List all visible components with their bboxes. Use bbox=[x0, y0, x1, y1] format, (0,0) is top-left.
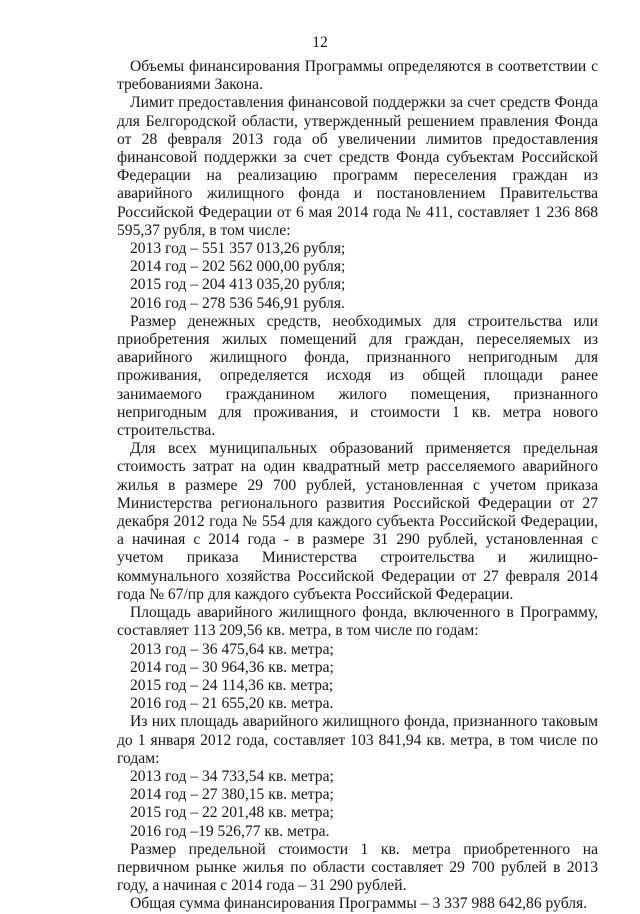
list-item: 2013 год – 34 733,54 кв. метра; bbox=[130, 767, 334, 785]
list-item: 2015 год – 24 114,36 кв. метра; bbox=[130, 676, 334, 694]
paragraph-funds-size: Размер денежных средств, необходимых для строительства или приобретения жилых помещений для граждан, переселяемых из аварийного жилищного фонда, признанного непригодным для проживания, определяется исходя из общей площади ранее занимаемого гражданином жилого помещения, признанного непригодным для проживания, и стоимости 1 кв. метра нового строительства. bbox=[117, 312, 598, 440]
list-item: 2015 год – 22 201,48 кв. метра; bbox=[130, 804, 334, 822]
list-item: 2016 год –19 526,77 кв. метра. bbox=[130, 822, 330, 840]
housing-before-2012-by-year-list bbox=[117, 768, 598, 841]
paragraph-total-funding: Общая сумма финансирования Программы – 3 337 988 642,86 рубля. bbox=[130, 895, 588, 913]
page-number: 12 bbox=[312, 34, 328, 51]
fund-limit-by-year-list bbox=[117, 240, 598, 313]
list-item: 2013 год – 36 475,64 кв. метра; bbox=[130, 640, 334, 658]
list-item: 2016 год – 278 536 546,91 рубля. bbox=[130, 294, 345, 312]
paragraph-funding-law: Объемы финансирования Программы определяются в соответствии с требованиями Закона. bbox=[117, 58, 598, 94]
list-item: 2013 год – 551 357 013,26 рубля; bbox=[130, 240, 346, 258]
list-item: 2014 год – 30 964,36 кв. метра; bbox=[130, 658, 334, 676]
paragraph-housing-area: Площадь аварийного жилищного фонда, включенного в Программу, составляет 113 209,56 кв. метра, в том числе по годам: bbox=[117, 604, 598, 640]
housing-area-by-year-list bbox=[117, 641, 598, 714]
list-item: 2016 год – 21 655,20 кв. метра. bbox=[130, 695, 334, 713]
list-item: 2014 год – 27 380,15 кв. метра; bbox=[130, 786, 334, 804]
list-item: 2014 год – 202 562 000,00 рубля; bbox=[130, 258, 346, 276]
paragraph-primary-market-cost: Размер предельной стоимости 1 кв. метра приобретенного на первичном рынке жилья по области составляет 29 700 рублей в 2013 году, а начиная с 2014 года – 31 290 рублей. bbox=[117, 840, 598, 895]
list-item: 2015 год – 204 413 035,20 рубля; bbox=[130, 276, 346, 294]
document-body bbox=[117, 58, 598, 914]
paragraph-cost-limit: Для всех муниципальных образований применяется предельная стоимость затрат на один квадратный метр расселяемого аварийного жилья в размере 29 700 рублей, установленная с учетом приказа Министерства регионального развития Российской Федерации от 27 декабря 2012 года № 554 для каждого субъекта Российской Федерации, а начиная с 2014 года - в размере 31 290 рублей, установленная с учетом приказа Министерства строительства и жилищно-коммунального хозяйства Российской Федерации от 27 февраля 2014 года № 67/пр для каждого субъекта Российской Федерации. bbox=[117, 440, 598, 603]
paragraph-fund-limit: Лимит предоставления финансовой поддержки за счет средств Фонда для Белгородской области, утвержденный решением правления Фонда от 28 февраля 2013 года об увеличении лимитов предоставления финансовой поддержки за счет средств Фонда субъектам Российской Федерации на реализацию программ переселения граждан из аварийного жилищного фонда и постановлением Правительства Российской Федерации от 6 мая 2014 года № 411, составляет 1 236 868 595,37 рубля, в том числе: bbox=[117, 94, 598, 239]
paragraph-housing-before-2012: Из них площадь аварийного жилищного фонда, признанного таковым до 1 января 2012 года, составляет 103 841,94 кв. метра, в том числе по годам: bbox=[117, 713, 598, 767]
